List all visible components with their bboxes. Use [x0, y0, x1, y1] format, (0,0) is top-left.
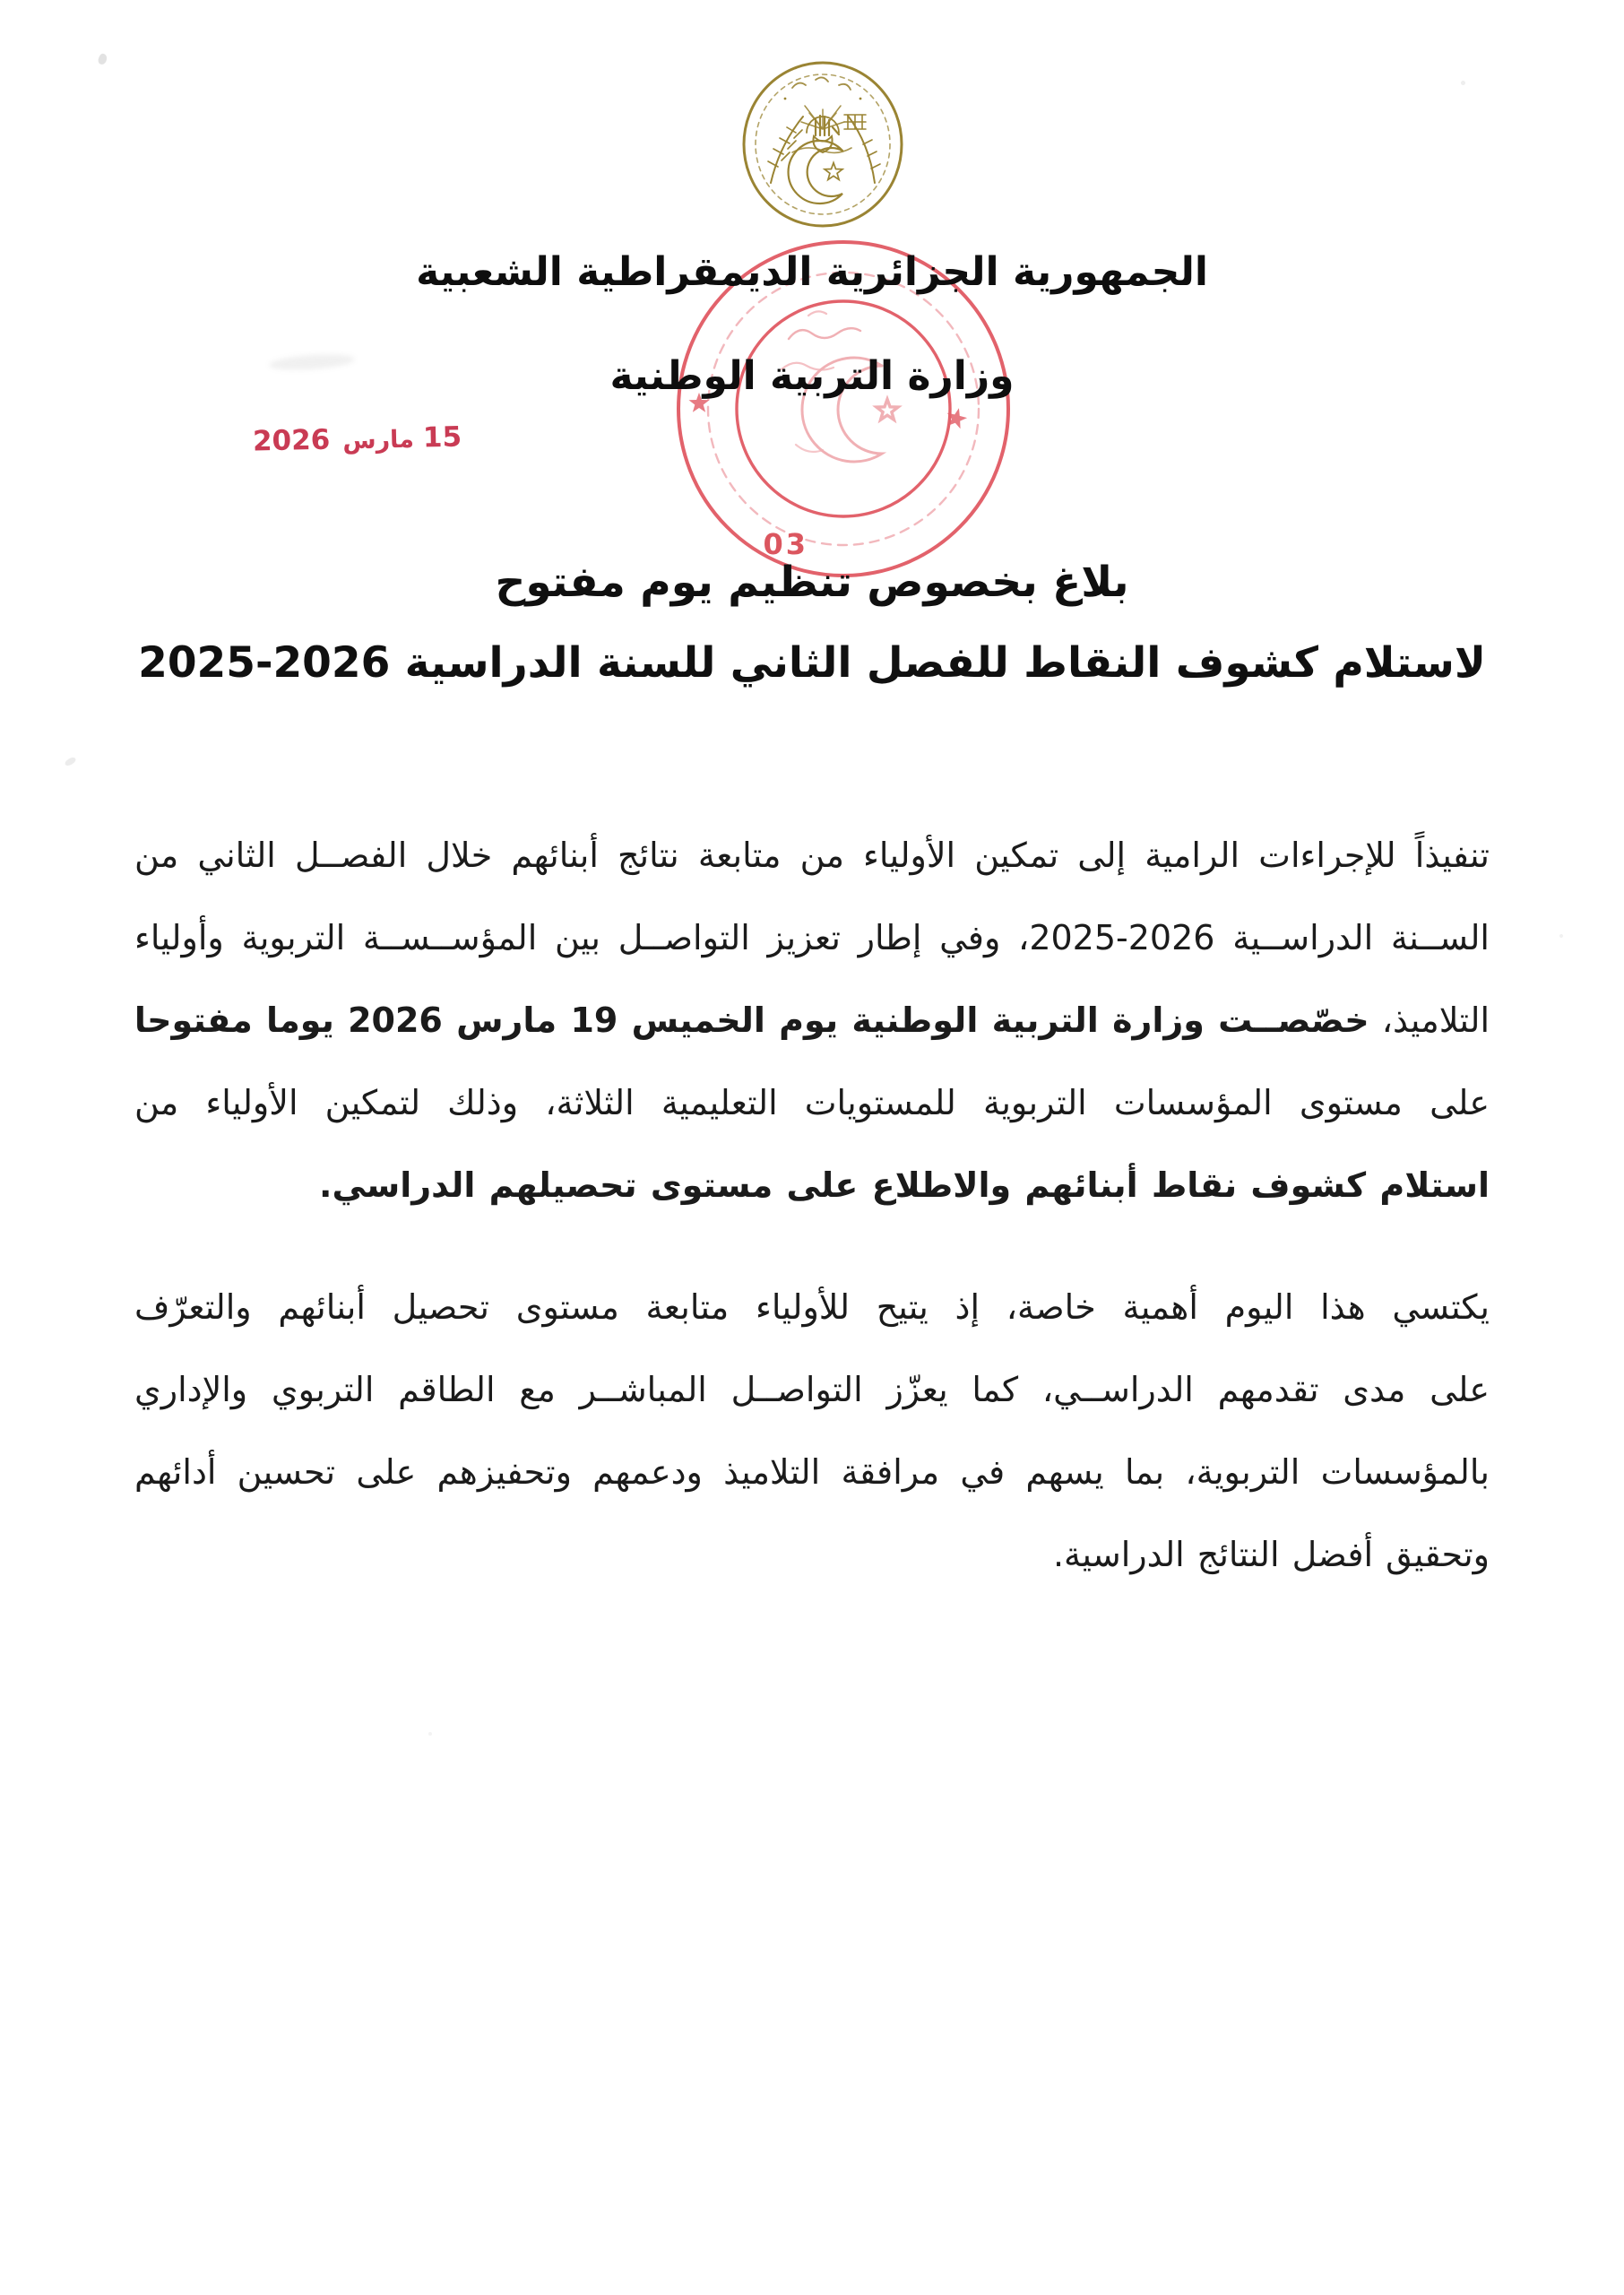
scan-speck — [1461, 81, 1465, 85]
scan-speck — [64, 756, 77, 767]
notice-title: بلاغ بخصوص تنظيم يوم مفتوح — [495, 558, 1129, 607]
algeria-national-emblem-icon — [740, 59, 905, 230]
p1-line1: تنفيذاً للإجراءات الرامية إلى تمكين الأولياء من متابعة نتائج أبنائهم خلال الفصــل الثاني من — [134, 836, 1490, 875]
date-stamp-month: مارس — [341, 425, 415, 455]
p2-line3: بالمؤسسات التربوية، بما يسهم في مرافقة التلاميذ ودعمهم وتحفيزهم على تحسين أدائهم — [134, 1452, 1490, 1492]
p2-line1: يكتسي هذا اليوم أهمية خاصة، إذ يتيح للأولياء متابعة مستوى تحصيل أبنائهم والتعرّف — [134, 1287, 1490, 1327]
republic-heading: الجمهورية الجزائرية الديمقراطية الشعبية — [416, 249, 1208, 295]
p2-line2: على مدى تقدمهم الدراســي، كما يعزّز التواصــل المباشــر مع الطاقم التربوي والإداري — [134, 1370, 1490, 1409]
p1-line2: الســنة الدراســية 2026-2025، وفي إطار تعزيز التواصــل بين المؤســســة التربوية وأولياء — [134, 918, 1490, 957]
paragraph-1 — [134, 814, 1490, 1226]
scan-speck — [97, 53, 108, 66]
p1-line3-normal: التلاميذ، — [1369, 1000, 1490, 1040]
scan-speck — [1559, 934, 1563, 938]
p1-line3 — [134, 979, 1490, 1061]
p1-line3-bold: خصّصــت وزارة التربية الوطنية يوم الخميس 19 مارس 2026 يوما مفتوحا — [134, 1000, 1369, 1040]
stamp-number: 03 — [763, 527, 808, 561]
notice-subtitle: لاستلام كشوف النقاط للفصل الثاني للسنة الدراسية 2026-2025 — [138, 638, 1486, 688]
ministry-heading: وزارة التربية الوطنية — [609, 353, 1015, 399]
date-stamp-day: 15 — [422, 420, 462, 455]
p2-line4: وتحقيق أفضل النتائج الدراسية. — [1052, 1535, 1490, 1574]
p1-line5: استلام كشوف نقاط أبنائهم والاطلاع على مستوى تحصيلهم الدراسي. — [319, 1165, 1490, 1205]
p1-line4: على مستوى المؤسسات التربوية للمستويات التعليمية الثلاثة، وذلك لتمكين الأولياء من — [134, 1083, 1490, 1122]
paragraph-2 — [134, 1266, 1490, 1596]
date-stamp — [253, 421, 462, 458]
scan-speck — [428, 1732, 432, 1736]
date-stamp-year: 2026 — [252, 423, 331, 458]
